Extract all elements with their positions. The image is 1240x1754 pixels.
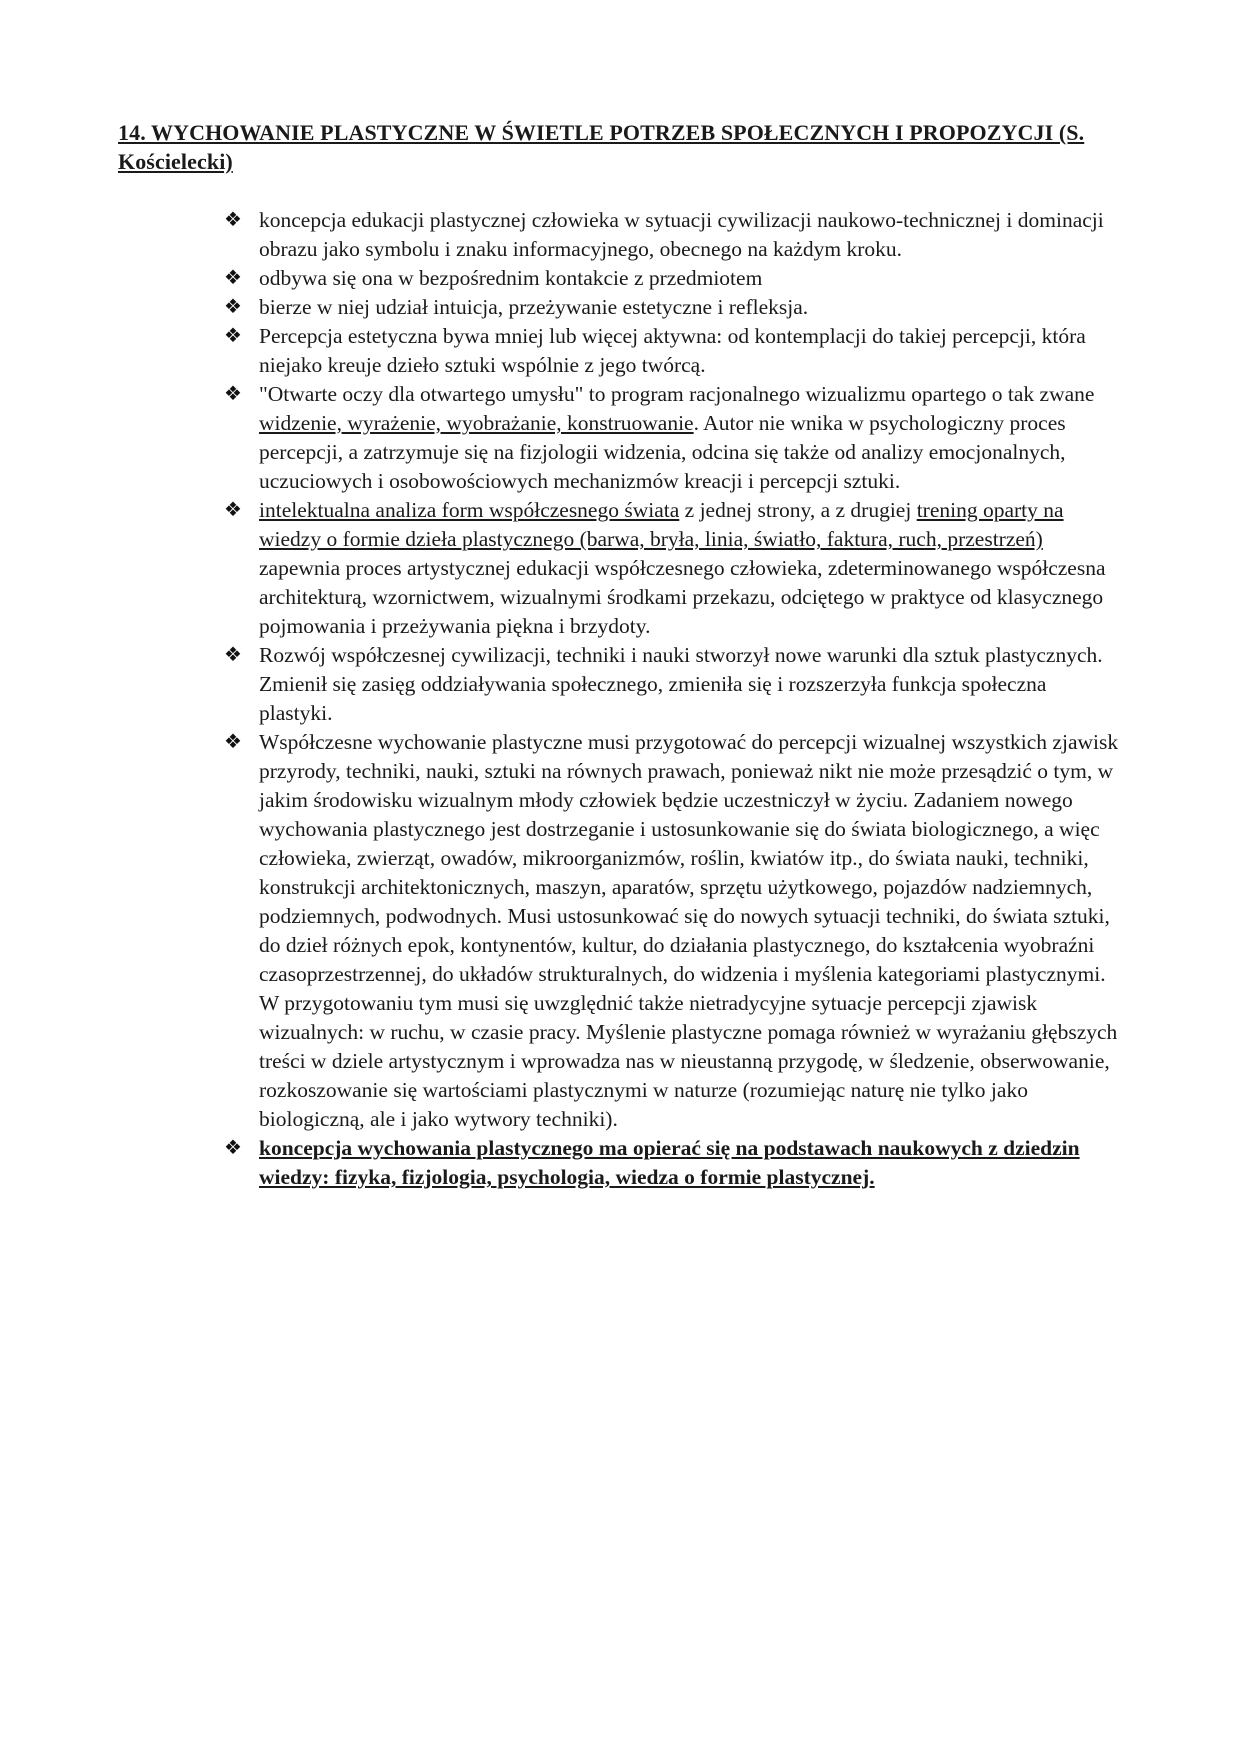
- diamond-bullet-icon: ❖: [224, 499, 242, 521]
- list-item-text: Rozwój współczesnej cywilizacji, techniki i nauki stworzył nowe warunki dla sztuk plastycznych. Zmienił się zasięg oddziaływania społecznego, zmieniła się i rozszerzyła funkcja społeczna plastyki.: [259, 643, 1103, 725]
- list-item-text: Współczesne wychowanie plastyczne musi przygotować do percepcji wizualnej wszystkich zjawisk przyrody, techniki, nauki, sztuki na równych prawach, ponieważ nikt nie może przesądzić o tym, w jakim środowisku wizualnym młody człowiek będzie uczestniczył w życiu. Zadaniem nowego wychowania plastycznego jest dostrzeganie i ustosunkowanie się do świata biologicznego, a więc człowieka, zwierząt, owadów, mikroorganizmów, roślin, kwiatów itp., do świata nauki, techniki, konstrukcji architektonicznych, maszyn, aparatów, sprzętu użytkowego, pojazdów nadziemnych, podziemnych, podwodnych. Musi ustosunkować się do nowych sytuacji techniki, do świata sztuki, do dzieł różnych epok, kontynentów, kultur, do działania plastycznego, do kształcenia wyobraźni czasoprzestrzennej, do układów strukturalnych, do widzenia i myślenia kategoriami plastycznymi. W przygotowaniu tym musi się uwzględnić także nietradycyjne sytuacje percepcji zjawisk wizualnych: w ruchu, w czasie pracy. Myślenie plastyczne pomaga również w wyrażaniu głębszych treści w dziele artystycznym i wprowadza nas w nieustanną przygodę, w śledzenie, obserwowanie, rozkoszowanie się wartościami plastycznymi w naturze (rozumiejąc naturę nie tylko jako biologiczną, ale i jako wytwory techniki).: [259, 730, 1119, 1131]
- list-item: [224, 293, 1124, 322]
- list-item: [224, 641, 1124, 728]
- list-item-text: bierze w niej udział intuicja, przeżywanie estetyczne i refleksja.: [259, 295, 809, 319]
- list-item: [224, 380, 1124, 496]
- diamond-bullet-icon: ❖: [224, 296, 242, 318]
- diamond-bullet-icon: ❖: [224, 383, 242, 405]
- diamond-bullet-icon: ❖: [224, 1137, 242, 1159]
- list-item-text: koncepcja edukacji plastycznej człowieka w sytuacji cywilizacji naukowo-technicznej i dominacji obrazu jako symbolu i znaku informacyjnego, obecnego na każdym kroku.: [259, 208, 1104, 261]
- diamond-bullet-icon: ❖: [224, 731, 242, 753]
- document-title: 14. WYCHOWANIE PLASTYCZNE W ŚWIETLE POTRZEB SPOŁECZNYCH I PROPOZYCJI (S. Kościelecki): [118, 120, 1085, 174]
- diamond-bullet-icon: ❖: [224, 644, 242, 666]
- list-item-text: z jednej strony, a z drugiej: [679, 498, 917, 522]
- list-item-text: odbywa się ona w bezpośrednim kontakcie z przedmiotem: [259, 266, 763, 290]
- underlined-phrase: widzenie, wyrażenie, wyobrażanie, konstruowanie: [259, 411, 694, 435]
- list-item: [224, 206, 1124, 264]
- underlined-phrase: intelektualna analiza form współczesnego świata: [259, 498, 680, 522]
- list-item-text: . Autor nie wnika w psychologiczny proces percepcji, a zatrzymuje się na fizjologii widzenia, odcina się także od analizy emocjonalnych, uczuciowych i osobowościowych mechanizmów kreacji i percepcji sztuki.: [259, 411, 1066, 493]
- bold-underlined-phrase: koncepcja wychowania plastycznego ma opierać się na podstawach naukowych z dziedzin wiedzy: fizyka, fizjologia, psychologia, wiedza o formie plastycznej.: [259, 1136, 1080, 1189]
- list-item-text: Percepcja estetyczna bywa mniej lub więcej aktywna: od kontemplacji do takiej percepcji, która niejako kreuje dzieło sztuki wspólnie z jego twórcą.: [259, 324, 1086, 377]
- list-item: [224, 496, 1124, 641]
- list-item: [224, 322, 1124, 380]
- list-item: [224, 728, 1124, 1134]
- list-item-text: "Otwarte oczy dla otwartego umysłu" to program racjonalnego wizualizmu opartego o tak zwane: [259, 382, 1095, 406]
- diamond-bullet-icon: ❖: [224, 267, 242, 289]
- diamond-bullet-icon: ❖: [224, 209, 242, 231]
- list-item: [224, 1134, 1124, 1192]
- bullet-list: [224, 206, 1124, 1192]
- list-item: [224, 264, 1124, 293]
- list-item-text: zapewnia proces artystycznej edukacji współczesnego człowieka, zdeterminowanego współczesna architekturą, wzornictwem, wizualnymi środkami przekazu, odciętego w praktyce od klasycznego pojmowania i przeżywania piękna i brzydoty.: [259, 556, 1106, 638]
- underlined-phrase: trening oparty na wiedzy o formie dzieła plastycznego (barwa, bryła, linia, światło, faktura, ruch, przestrzeń): [259, 498, 1064, 551]
- diamond-bullet-icon: ❖: [224, 325, 242, 347]
